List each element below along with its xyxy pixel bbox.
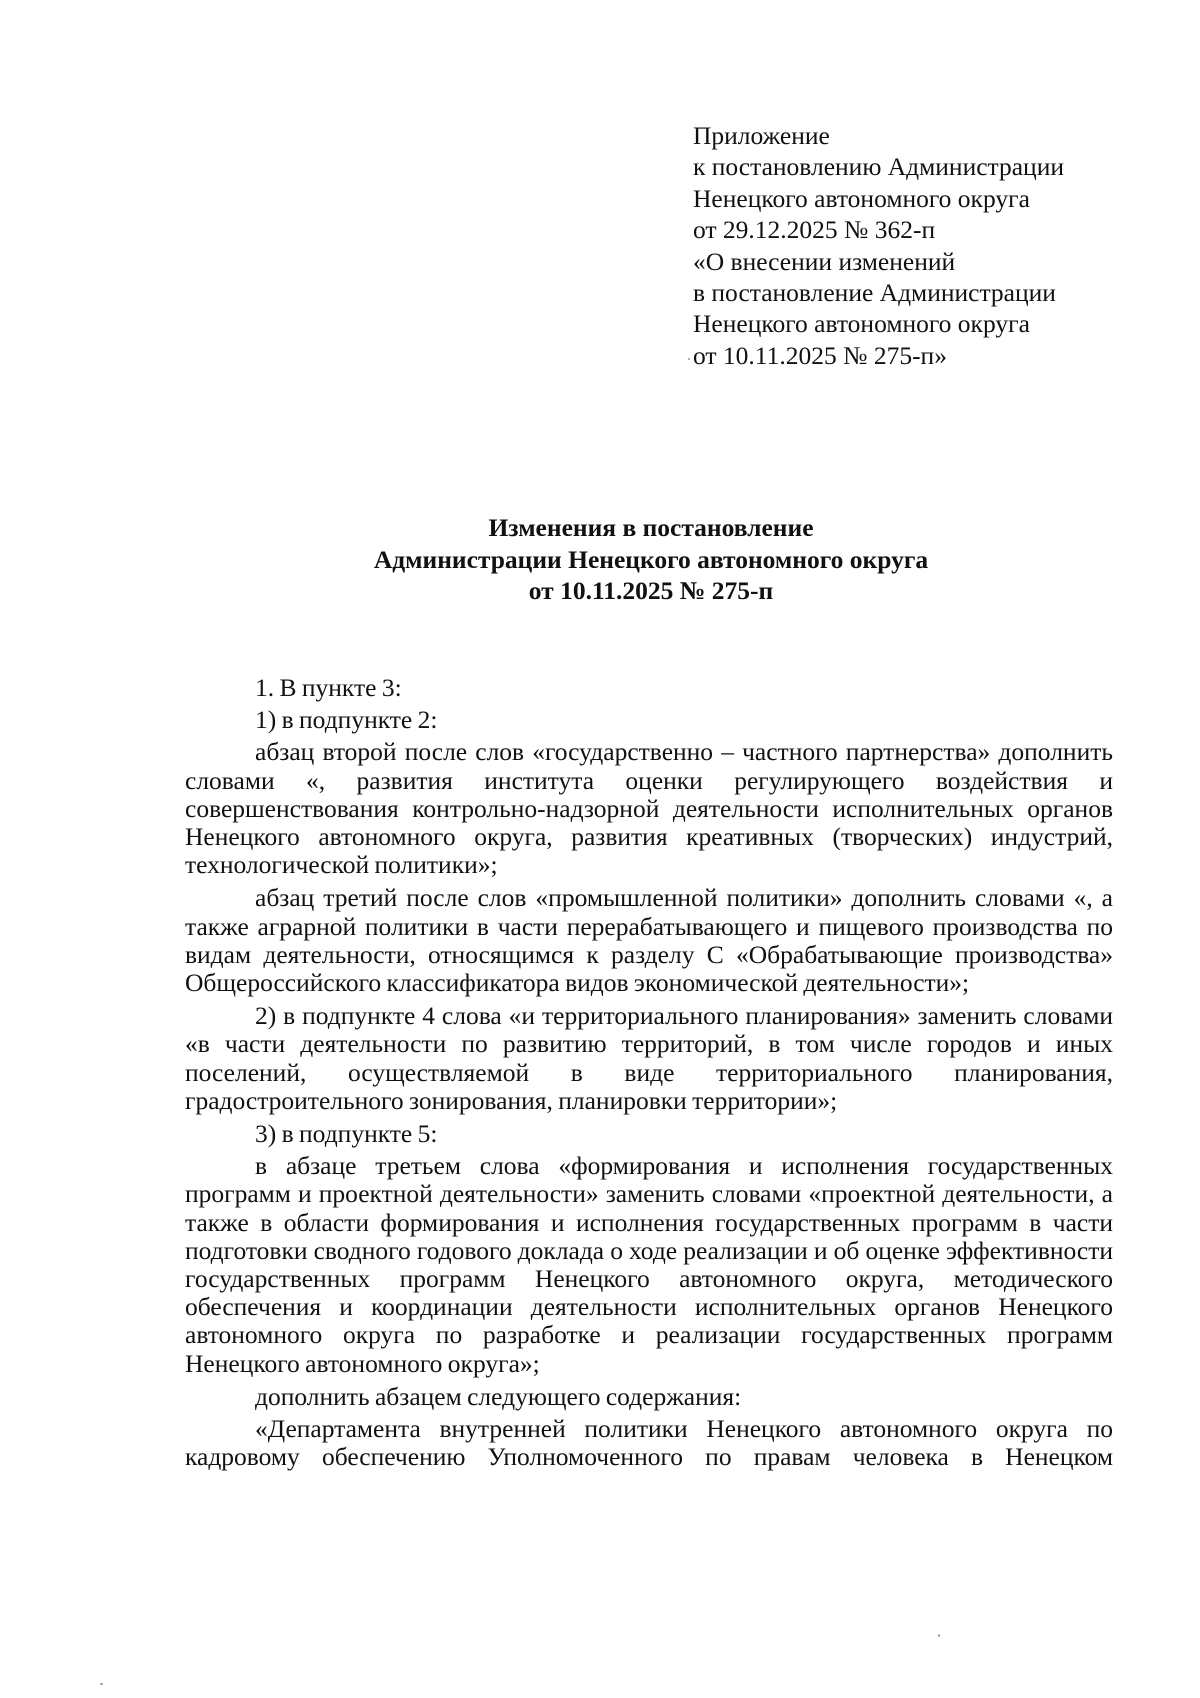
paragraph: 1) в подпункте 2:	[255, 705, 438, 735]
scan-speck	[938, 1634, 940, 1637]
paragraph: дополнить абзацем следующего содержания:	[255, 1381, 742, 1411]
appendix-line: Приложение	[693, 121, 830, 150]
appendix-line: в постановление Администрации	[693, 278, 1056, 308]
paragraph: 1. В пункте 3:	[255, 673, 402, 702]
appendix-line: от 10.11.2025 № 275-п»	[693, 340, 947, 370]
appendix-line: от 29.12.2025 № 362-п	[693, 215, 936, 245]
appendix-line: Ненецкого автономного округа	[693, 309, 1030, 339]
paragraph: абзац второй после слов «государственно – частного партнерства» дополнить словами «, развития института оценки регулирующего воздействия и совершенствования контрольно-надзорной деятельности исполнительных органов Ненецкого автономного округа, развития креативных (творческих) индустрий, технологической политики»;	[185, 737, 1113, 880]
document-title	[183, 512, 1119, 607]
appendix-header	[693, 120, 1173, 371]
paragraph: 3) в подпункте 5:	[255, 1119, 438, 1149]
document-body	[185, 674, 1113, 1476]
paragraph: абзац третий после слов «промышленной политики» дополнить словами «, а также аграрной политики в части перерабатывающего и пищевого производства по видам деятельности, относящимся к разделу С «Обрабатывающие производства» Общероссийского классификатора видов экономической деятельности»;	[185, 883, 1113, 998]
appendix-line: Ненецкого автономного округа	[693, 183, 1030, 213]
paragraph: «Департамента внутренней политики Ненецкого автономного округа по кадровому обеспечению Уполномоченного по правам человека в Ненецком	[185, 1414, 1113, 1472]
title-line: Администрации Ненецкого автономного округа	[373, 544, 929, 574]
scan-speck	[688, 358, 690, 360]
appendix-line: к постановлению Администрации	[693, 152, 1064, 182]
title-line: Изменения в постановление	[488, 513, 814, 542]
scan-speck	[100, 1683, 103, 1685]
paragraph: 2) в подпункте 4 слова «и территориального планирования» заменить словами «в части деятельности по развитию территорий, в том числе городов и иных поселений, осуществляемой в виде территориального планирования, градостроительного зонирования, планировки территории»;	[185, 1001, 1113, 1115]
paragraph: в абзаце третьем слова «формирования и исполнения государственных программ и проектной деятельности» заменить словами «проектной деятельности, а также в области формирования и исполнения государственных программ в части подготовки сводного годового доклада о ходе реализации и об оценке эффективности государственных программ Ненецкого автономного округа, методического обеспечения и координации деятельности исполнительных органов Ненецкого автономного округа по разработке и реализации государственных программ Ненецкого автономного округа»;	[185, 1151, 1113, 1378]
title-line: от 10.11.2025 № 275-п	[528, 576, 774, 605]
appendix-line: «О внесении изменений	[693, 246, 956, 276]
